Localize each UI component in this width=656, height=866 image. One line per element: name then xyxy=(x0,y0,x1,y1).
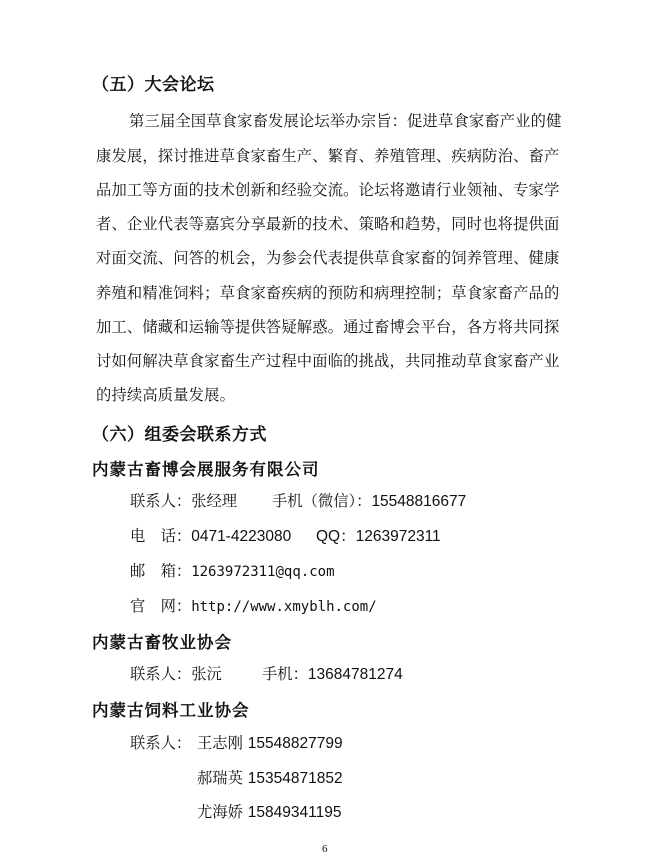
org1-tel-label: 电 话： xyxy=(130,527,192,545)
contact-name: 郝瑞英 xyxy=(197,769,243,787)
org1-website: http://www.xmyblh.com/ xyxy=(191,599,377,615)
org1-contact-line xyxy=(130,489,237,511)
org1-web-line xyxy=(130,594,377,616)
org1-email-label: 邮 箱： xyxy=(130,562,192,580)
org-name-1: 内蒙古畜博会展服务有限公司 xyxy=(92,460,320,479)
paragraph-line: 的持续高质量发展。 xyxy=(96,386,236,404)
org3-contact-1 xyxy=(197,731,343,753)
org1-phone-label: 手机（微信）： xyxy=(272,492,372,510)
contact-phone: 15354871852 xyxy=(247,770,343,787)
org1-contact-label: 联系人：张经理 xyxy=(130,492,238,510)
org1-phone-line xyxy=(272,489,466,511)
org-name-2: 内蒙古畜牧业协会 xyxy=(92,633,232,652)
org2-contact-label: 联系人：张沅 xyxy=(130,665,222,683)
org1-email: 1263972311@qq.com xyxy=(191,564,335,580)
contact-phone: 15849341195 xyxy=(247,804,342,821)
org3-contact-2 xyxy=(197,766,343,788)
org3-contact-label: 联系人： xyxy=(130,734,192,752)
paragraph-line: 康发展，探讨推进草食家畜生产、繁育、养殖管理、疾病防治、畜产 xyxy=(96,147,560,165)
org1-tel-line xyxy=(130,524,291,546)
section-5-heading: （五）大会论坛 xyxy=(92,75,215,95)
org3-contact-3 xyxy=(197,800,341,822)
org1-email-line xyxy=(130,559,335,581)
paragraph-line: 加工、储藏和运输等提供答疑解惑。通过畜博会平台，各方将共同探 xyxy=(96,318,560,336)
section-6-heading: （六）组委会联系方式 xyxy=(92,425,267,445)
org1-tel: 0471-4223080 xyxy=(191,528,292,545)
org1-web-label: 官 网： xyxy=(130,597,192,615)
org2-phone: 13684781274 xyxy=(307,666,403,683)
org2-contact-line xyxy=(130,662,222,684)
contact-name: 尤海娇 xyxy=(197,803,243,821)
paragraph-line: 养殖和精准饲料；草食家畜疾病的预防和病理控制；草食家畜产品的 xyxy=(96,284,560,302)
contact-name: 王志刚 xyxy=(197,734,243,752)
contact-phone: 15548827799 xyxy=(247,735,343,752)
org1-qq-label: QQ： xyxy=(316,528,356,545)
paragraph-line: 者、企业代表等嘉宾分享最新的技术、策略和趋势，同时也将提供面 xyxy=(96,215,560,233)
org-name-3: 内蒙古饲料工业协会 xyxy=(92,701,250,720)
paragraph-line: 讨如何解决草食家畜生产过程中面临的挑战，共同推动草食家畜产业 xyxy=(96,352,560,370)
paragraph-line: 品加工等方面的技术创新和经验交流。论坛将邀请行业领袖、专家学 xyxy=(96,181,560,199)
paragraph-line: 第三届全国草食家畜发展论坛举办宗旨：促进草食家畜产业的健 xyxy=(129,112,562,130)
page-number: 6 xyxy=(322,843,328,855)
org2-phone-label: 手机： xyxy=(262,665,308,683)
org1-phone: 15548816677 xyxy=(371,493,467,510)
org2-phone-line xyxy=(262,662,403,684)
org1-qq: 1263972311 xyxy=(355,528,441,545)
paragraph-line: 对面交流、问答的机会，为参会代表提供草食家畜的饲养管理、健康 xyxy=(96,249,560,267)
org1-qq-line xyxy=(316,524,441,546)
